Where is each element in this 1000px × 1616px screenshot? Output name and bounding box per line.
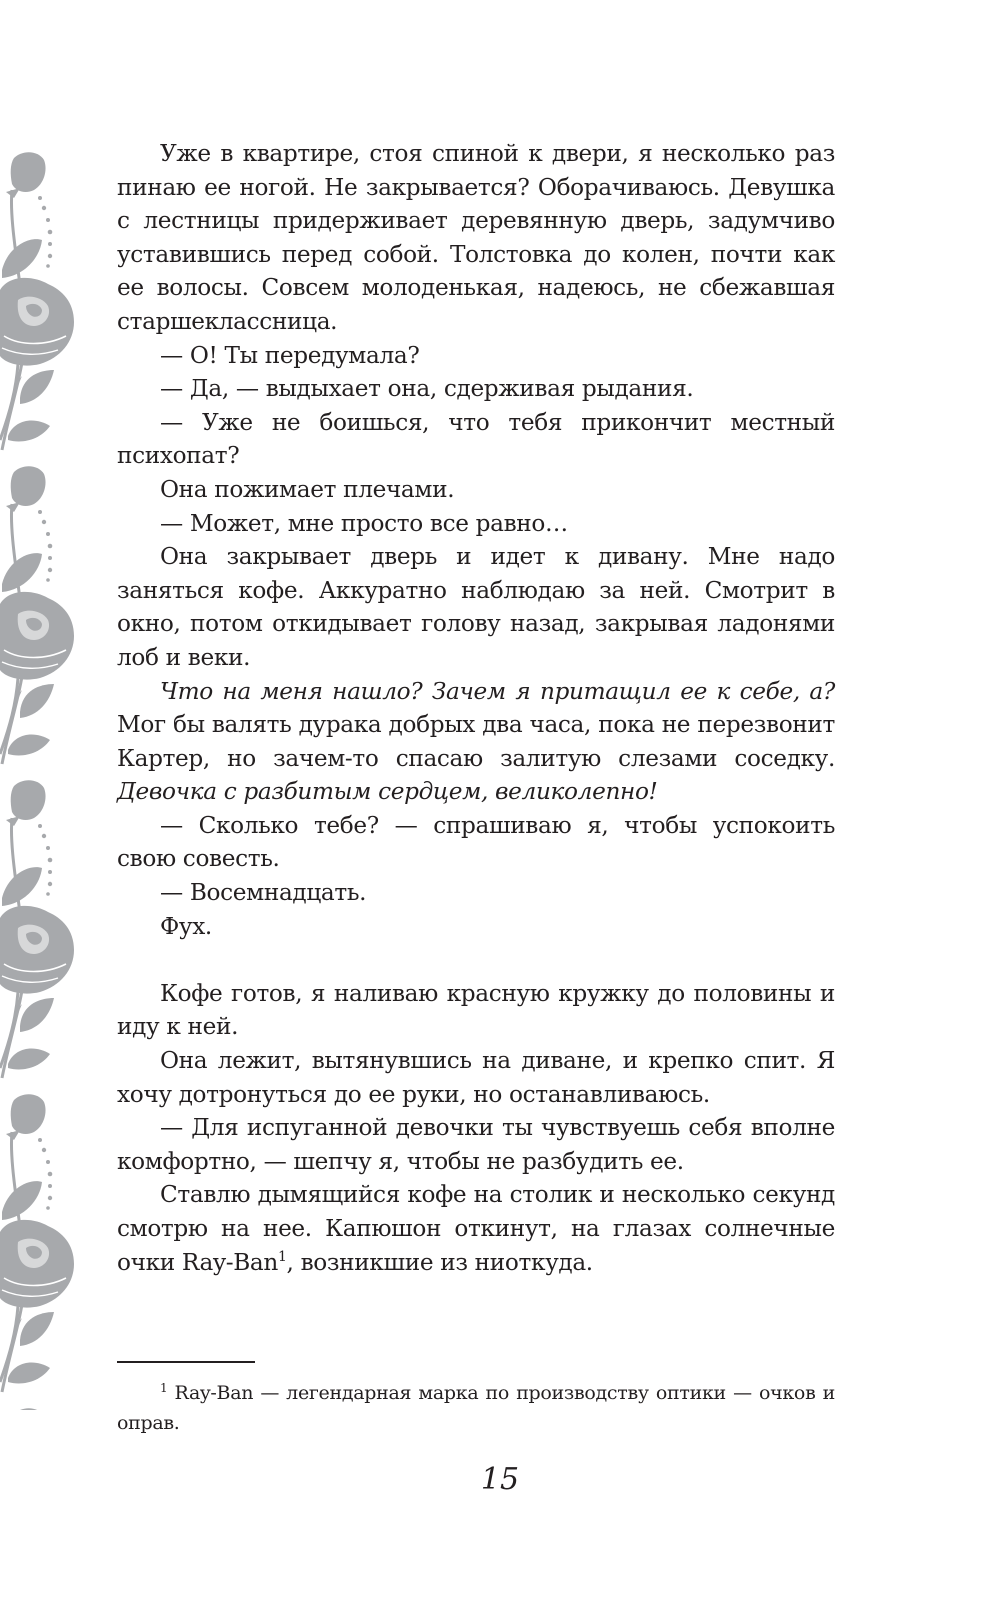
paragraph-text: — Уже не боишься, что тебя прикончит местный психопат? [117, 408, 835, 470]
paragraph-text: Ставлю дымящийся кофе на столик и несколько секунд смотрю на нее. Капюшон откинут, на глазах солнечные очки Ray-Ban [117, 1181, 835, 1276]
italic-thought: Что на меня нашло? Зачем я притащил ее к себе, а? [160, 677, 835, 705]
paragraph-text: Кофе готов, я наливаю красную кружку до половины и иду к ней. [117, 979, 835, 1041]
paragraph [117, 507, 835, 541]
paragraph [117, 1178, 835, 1279]
rose-icon [0, 778, 80, 1093]
paragraph [117, 675, 835, 809]
paragraph [117, 406, 835, 473]
paragraph [117, 372, 835, 406]
footnote-reference: 1 [277, 1248, 287, 1265]
rose-vine-border [0, 150, 80, 1410]
rose-icon [0, 1092, 80, 1407]
paragraph [117, 339, 835, 373]
rose-icon [0, 1406, 80, 1410]
paragraph-text: , возникшие из ниоткуда. [286, 1248, 593, 1276]
paragraph-text: — Может, мне просто все равно… [160, 509, 568, 537]
paragraph [117, 1111, 835, 1178]
paragraph-text: Уже в квартире, стоя спиной к двери, я несколько раз пинаю ее ногой. Не закрывается? Оборачиваюсь. Девушка с лестницы придерживает деревянную дверь, задумчиво уставившись перед собой. Толстовка до колен, почти как ее волосы. Совсем молоденькая, надеюсь, не сбежавшая старшеклассница. [117, 140, 835, 335]
paragraph-text: — Восемнадцать. [160, 879, 367, 907]
paragraph [117, 910, 835, 944]
rose-icon [0, 464, 80, 779]
paragraph [117, 540, 835, 674]
page-body [117, 137, 835, 1279]
italic-thought: Девочка с разбитым сердцем, великолепно! [117, 778, 658, 806]
section-break [117, 943, 835, 977]
paragraph-text: Она закрывает дверь и идет к дивану. Мне надо заняться кофе. Аккуратно наблюдаю за ней. Смотрит в окно, потом откидывает голову назад, закрывая ладонями лоб и веки. [117, 543, 835, 671]
page-number: 15 [480, 1462, 520, 1497]
paragraph [117, 137, 835, 339]
footnote-separator [117, 1361, 255, 1363]
paragraph-text: — Да, — выдыхает она, сдерживая рыдания. [160, 375, 694, 403]
paragraph-text: — Для испуганной девочки ты чувствуешь себя вполне комфортно, — шепчу я, чтобы не разбудить ее. [117, 1114, 835, 1175]
footnote [117, 1378, 835, 1438]
paragraph [117, 473, 835, 507]
paragraph-text: — О! Ты передумала? [160, 341, 420, 369]
paragraph [117, 977, 835, 1044]
paragraph [117, 876, 835, 910]
paragraph [117, 809, 835, 876]
rose-icon [0, 150, 80, 465]
paragraph-text: Она лежит, вытянувшись на диване, и крепко спит. Я хочу дотронуться до ее руки, но останавливаюсь. [117, 1047, 835, 1108]
paragraph-text: Фух. [160, 912, 212, 940]
paragraph-text: Она пожимает плечами. [160, 475, 455, 503]
paragraph-text: Мог бы валять дурака добрых два часа, пока не перезвонит Картер, но зачем-то спасаю залитую слезами соседку. [117, 711, 835, 772]
footnote-marker: 1 [160, 1381, 168, 1395]
paragraph [117, 1044, 835, 1111]
paragraph-text: — Сколько тебе? — спрашиваю я, чтобы успокоить свою совесть. [117, 811, 835, 873]
footnote-text: Ray-Ban — легендарная марка по производству оптики — очков и оправ. [117, 1382, 835, 1434]
